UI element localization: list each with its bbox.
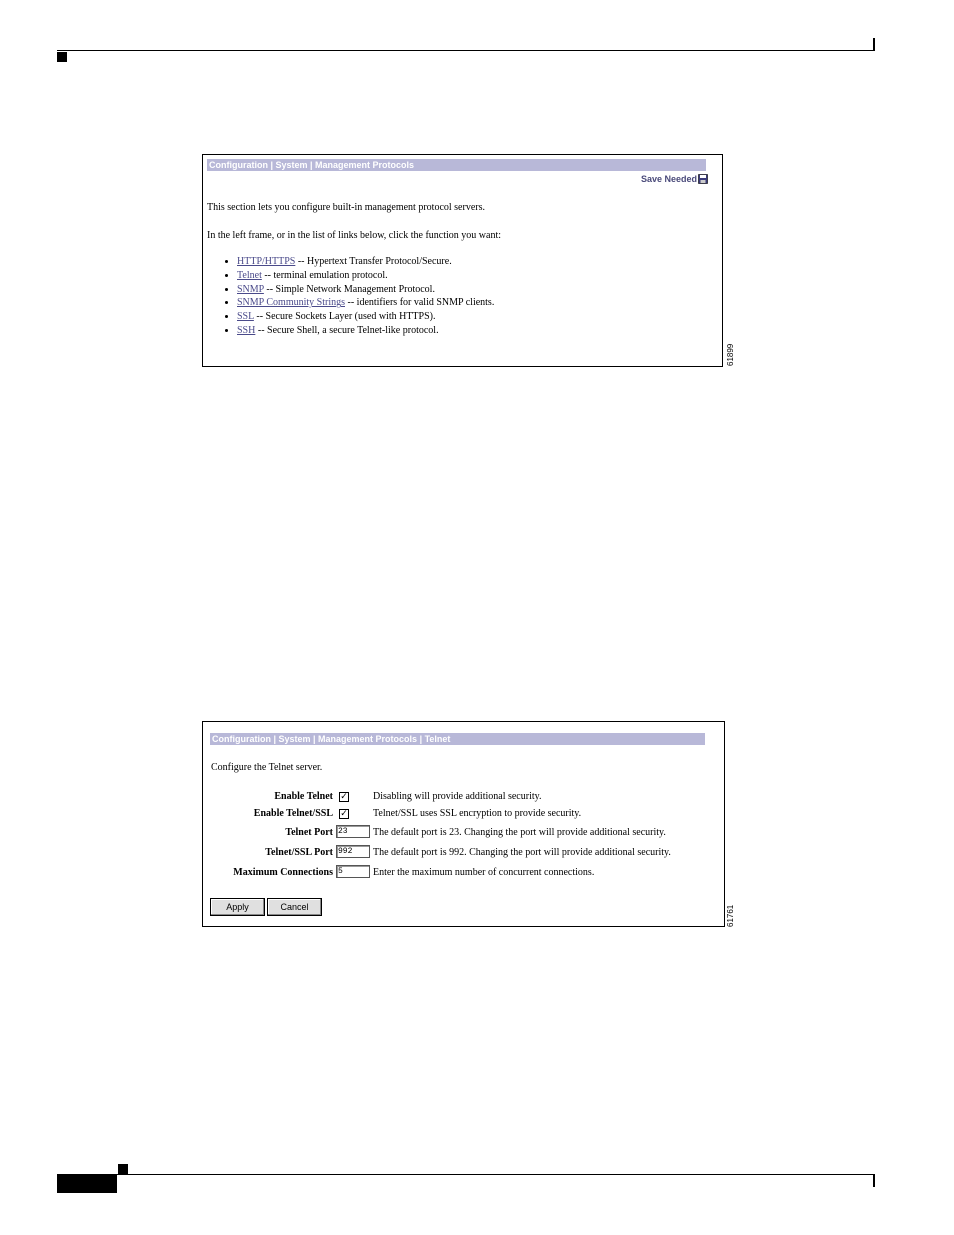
telnet-ssl-port-row — [203, 847, 723, 861]
save-needed-label: Save Needed — [640, 174, 697, 184]
list-item — [237, 269, 494, 283]
footer-marker — [118, 1164, 128, 1174]
enable-telnet-ssl-checkbox[interactable]: ✓ — [340, 809, 348, 819]
link-http-https[interactable]: HTTP/HTTPS — [237, 256, 296, 267]
telnet-port-row — [203, 827, 723, 841]
link-ssh[interactable]: SSH — [237, 324, 256, 336]
telnet-port-input[interactable]: 23 — [336, 825, 370, 838]
max-connections-label: Maximum Connections — [233, 867, 333, 878]
link-description: -- Secure Shell, a secure Telnet-like protocol. — [255, 324, 439, 336]
telnet-port-label: Telnet Port — [285, 827, 333, 838]
link-description: -- identifiers for valid SNMP clients. — [345, 297, 495, 309]
floppy-disk-icon — [698, 174, 708, 184]
enable-telnet-label: Enable Telnet — [274, 791, 333, 802]
link-description: -- Secure Sockets Layer (used with HTTPS). — [253, 311, 436, 323]
figure-number: 61761 — [726, 904, 735, 927]
instruction-text: In the left frame, or in the list of links below, click the function you want: — [207, 230, 501, 241]
link-telnet[interactable]: Telnet — [237, 269, 262, 281]
telnet-ssl-port-label: Telnet/SSL Port — [265, 847, 333, 858]
header-tick — [873, 38, 875, 50]
max-connections-help: Enter the maximum number of concurrent connections. — [373, 867, 595, 878]
footer-rule — [57, 1174, 875, 1175]
intro-text: Configure the Telnet server. — [211, 762, 323, 773]
enable-telnet-ssl-row — [203, 808, 723, 822]
list-item — [237, 296, 494, 310]
list-item — [237, 255, 494, 269]
breadcrumb-title: Configuration | System | Management Protocols — [207, 159, 706, 171]
intro-text: This section lets you configure built-in management protocol servers. — [207, 202, 485, 213]
enable-telnet-row — [203, 791, 723, 805]
list-item — [237, 283, 494, 297]
link-snmp[interactable]: SNMP — [237, 283, 264, 295]
link-description: -- Simple Network Management Protocol. — [263, 283, 435, 295]
figure-number: 61899 — [726, 343, 735, 366]
footer-tick — [873, 1175, 875, 1187]
footer-page-tab — [57, 1175, 117, 1193]
header-marker — [57, 52, 67, 62]
management-protocols-screenshot — [202, 154, 723, 367]
max-connections-row — [203, 867, 723, 881]
telnet-ssl-port-input[interactable]: 992 — [336, 845, 370, 858]
telnet-settings-screenshot — [202, 721, 725, 927]
max-connections-input[interactable]: 5 — [336, 865, 370, 878]
link-snmp-community-strings[interactable]: SNMP Community Strings — [237, 297, 345, 309]
enable-telnet-ssl-label: Enable Telnet/SSL — [253, 808, 333, 819]
list-item — [237, 310, 494, 324]
link-description: -- Hypertext Transfer Protocol/Secure. — [295, 256, 452, 267]
list-item — [237, 324, 494, 338]
breadcrumb-title: Configuration | System | Management Protocols | Telnet — [210, 733, 705, 745]
save-needed-link[interactable] — [641, 174, 708, 184]
apply-button[interactable]: Apply — [210, 898, 265, 916]
enable-telnet-ssl-help: Telnet/SSL uses SSL encryption to provide security. — [373, 808, 582, 819]
link-description: -- terminal emulation protocol. — [261, 269, 388, 281]
enable-telnet-checkbox[interactable]: ✓ — [340, 792, 348, 802]
header-rule — [57, 50, 875, 51]
telnet-port-help: The default port is 23. Changing the port will provide additional security. — [373, 827, 666, 838]
cancel-button[interactable]: Cancel — [267, 898, 322, 916]
protocol-link-list — [221, 255, 494, 338]
telnet-ssl-port-help: The default port is 992. Changing the port will provide additional security. — [373, 847, 671, 858]
link-ssl[interactable]: SSL — [237, 311, 254, 323]
enable-telnet-help: Disabling will provide additional security. — [373, 791, 542, 802]
